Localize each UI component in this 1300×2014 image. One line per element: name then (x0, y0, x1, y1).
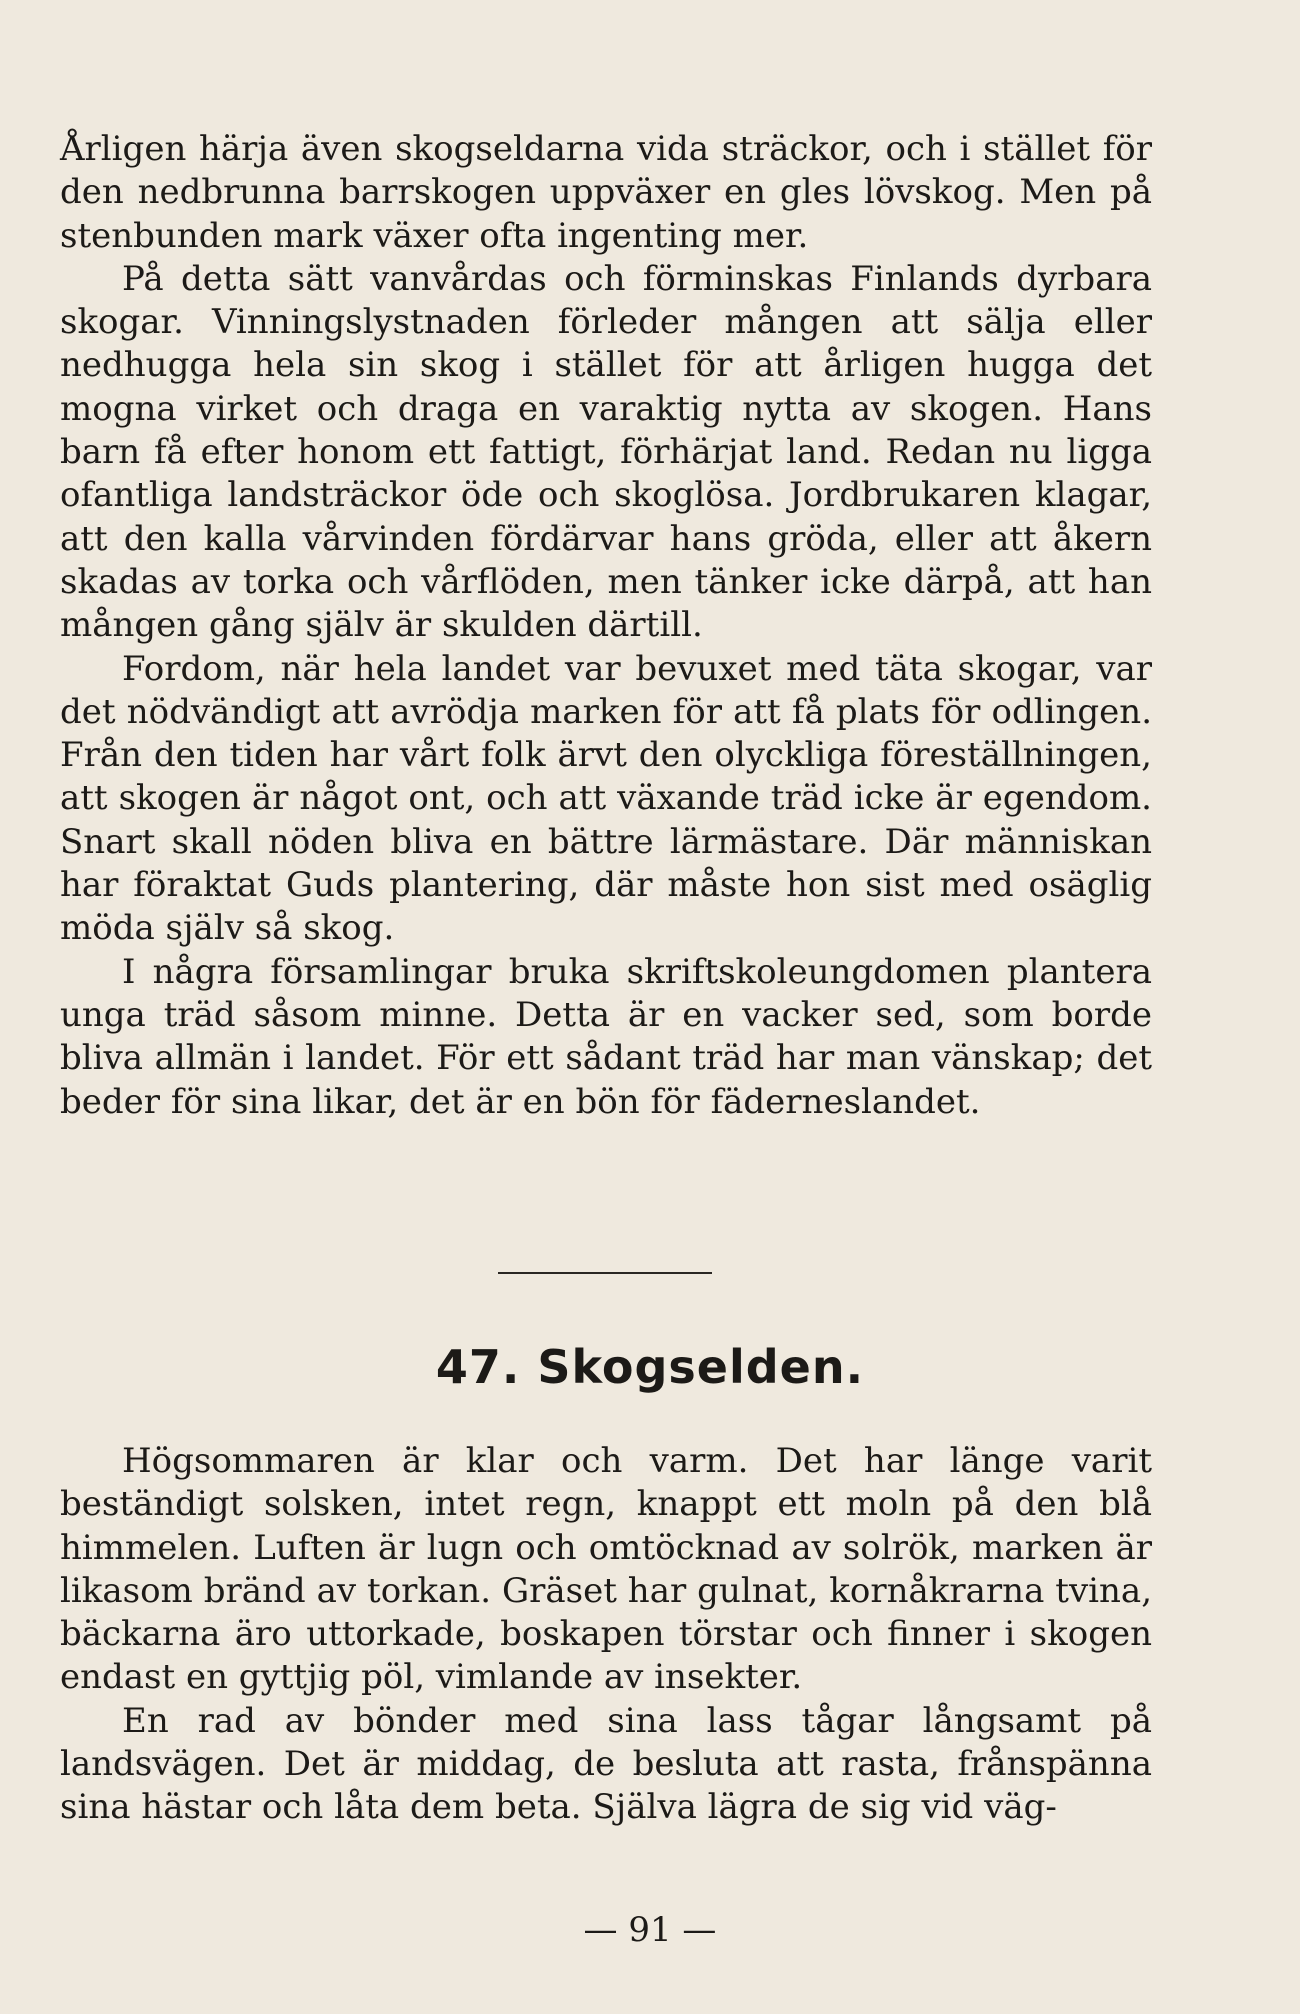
paragraph: På detta sätt vanvårdas och förminskas Finlands dyrbara skogar. Vinningslystnaden förleder mången att sälja eller nedhugga hela sin skog i stället för att årligen hugga det mogna virket och draga en varaktig nytta av skogen. Hans barn få efter honom ett fattigt, förhärjat land. Redan nu ligga ofantliga landsträckor öde och skoglösa. Jordbrukaren klagar, att den kalla vårvinden fördärvar hans gröda, eller att åkern skadas av torka och vårflöden, men tänker icke därpå, att han mången gång själv är skulden därtill. (60, 258, 1152, 646)
page-number: — 91 — (583, 1910, 717, 1950)
paragraph: Fordom, när hela landet var bevuxet med täta skogar, var det nödvändigt att avrödja marken för att få plats för odlingen. Från den tiden har vårt folk ärvt den olyckliga föreställningen, att skogen är något ont, och att växande träd icke är egendom. Snart skall nöden bliva en bättre lärmästare. Där människan har föraktat Guds plantering, där måste hon sist med osäglig möda själv så skog. (60, 648, 1152, 949)
paragraph: En rad av bönder med sina lass tågar långsamt på landsvägen. Det är middag, de besluta att rasta, frånspänna sina hästar och låta dem beta. Själva lägra de sig vid väg- (60, 1700, 1152, 1828)
paragraph: Högsommaren är klar och varm. Det har länge varit beständigt solsken, intet regn, knappt ett moln på den blå himmelen. Luften är lugn och omtöcknad av solrök, marken är likasom bränd av torkan. Gräset har gulnat, kornåkrarna tvina, bäckarna äro uttorkade, boskapen törstar och finner i skogen endast en gyttjig pöl, vimlande av insekter. (60, 1441, 1152, 1698)
section-divider (498, 1272, 712, 1274)
chapter-body-text (60, 1440, 1152, 1830)
paragraph: Årligen härja även skogseldarna vida sträckor, och i stället för den nedbrunna barrskogen uppväxer en gles lövskog. Men på stenbunden mark växer ofta ingenting mer. (60, 129, 1152, 256)
body-text-section (60, 128, 1152, 1124)
chapter-heading: 47. Skogselden. (435, 1340, 865, 1394)
paragraph: I några församlingar bruka skriftskoleungdomen plantera unga träd såsom minne. Detta är en vacker sed, som borde bliva allmän i landet. För ett sådant träd har man vänskap; det beder för sina likar, det är en bön för fäderneslandet. (60, 951, 1152, 1122)
